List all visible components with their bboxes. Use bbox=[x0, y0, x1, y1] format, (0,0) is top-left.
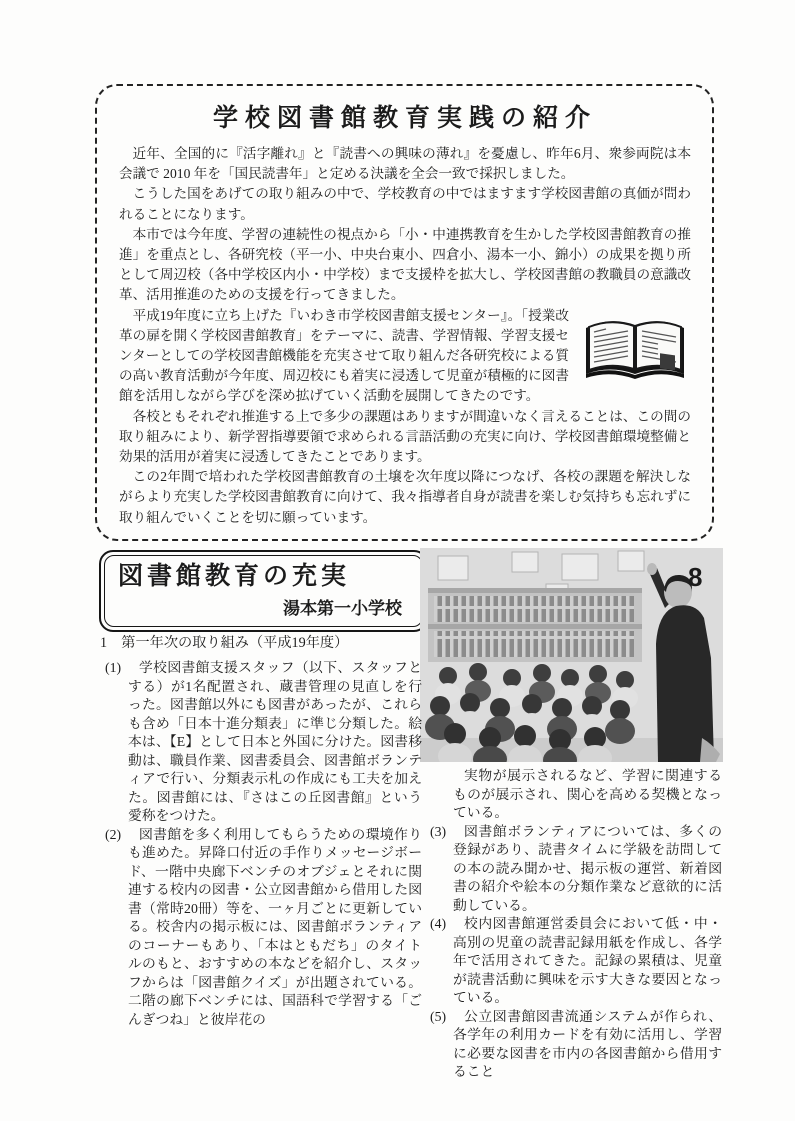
list-item bbox=[100, 659, 422, 826]
item-text: 図書館を多く利用してもらうための環境作りも進めた。昇降口付近の手作りメッセージボード、一階中央廊下ベンチのオブジェとそれに関連する校内の図書・公立図書館から借用した図書（常時20冊）等を、一ヶ月ごとに更新している。校舎内の掲示板には、図書館ボランティアのコーナーもあり、「本はともだち」のタイトルのもと、おすすめの本などを紹介し、スタッフからは「図書館クイズ」が出題されている。二階の廊下ベンチには、国語科で学習する「ごんぎつね」と彼岸花の bbox=[128, 826, 422, 1027]
intro-paragraph: 本市では今年度、学習の連続性の視点から「小・中連携教育を生かした学校図書館教育の推進」を重点とし、各研究校（平一小、中央台東小、四倉小、湯本一小、錦小）の成果を拠り所として周辺校（各中学校区内小・中学校）まで支援枠を拡大し、学校図書館の教職員の意識改革、活用推進のための支援を行ってきました。 bbox=[119, 226, 691, 303]
item-text: 図書館ボランティアについては、多くの登録があり、読書タイムに学級を訪問しての本の読み聞かせ、掲示板の運営、新着図書の紹介や絵本の分類作業など意欲的に活動している。 bbox=[453, 823, 722, 913]
item-text: 実物が展示されるなど、学習に関連するものが展示され、関心を高める契機となっている。 bbox=[453, 768, 722, 820]
intro-paragraph: 近年、全国的に『活字離れ』と『読書への興味の薄れ』を憂慮し、昨年6月、衆参両院は本会議で 2010 年を「国民読書年」と定める決議を全会一致で採択しました。 bbox=[119, 146, 691, 182]
item-text: 公立図書館図書流通システムが作られ、各学年の利用カードを有効に活用し、学習に必要な図書を市内の各図書館から借用すること bbox=[453, 1008, 722, 1079]
intro-paragraph: 平成19年度に立ち上げた『いわき市学校図書館支援センター』。「授業改革の扉を開く学校図書館教育」をテーマに、読書、学習情報、学習支援センターとしての学校図書館機能を充実させて取り組んだ各研究校による質の高い教育活動が今年度、周辺校にも着実に浸透して児童が積極的に図書館を活用しながら学びを深め拡げていく活動を展開してきたのです。 bbox=[119, 307, 569, 404]
section-header-box bbox=[99, 550, 428, 632]
item-text: 学校図書館支援スタッフ（以下、スタッフとする）が1名配置され、蔵書管理の見直しを行った。図書館以外にも図書があったが、これらも含め「日本十進分類表」に準じ分類した。絵本は、【E】として日本と外国に分けた。図書移動は、職員作業、図書委員会、図書館ボランティアで行い、分類表示札の作成にも工夫を加えた。図書館には、『さはこの丘図書館』という愛称をつけた。 bbox=[128, 660, 422, 823]
intro-paragraph-with-book bbox=[119, 306, 691, 407]
school-name: 湯本第一小学校 bbox=[283, 599, 402, 618]
item-number: (2) bbox=[105, 826, 122, 842]
body-right-column bbox=[425, 767, 722, 1082]
intro-box bbox=[95, 84, 714, 541]
list-item bbox=[425, 915, 722, 1008]
list-item bbox=[425, 1008, 722, 1082]
item-number: (4) bbox=[430, 916, 447, 931]
section-title: 図書館教育の充実 bbox=[118, 562, 351, 590]
photo-number-label: 8 bbox=[688, 562, 703, 592]
intro-paragraph: こうした国をあげての取り組みの中で、学校教育の中ではますます学校図書館の真価が問われることになります。 bbox=[119, 186, 691, 222]
classroom-photo bbox=[420, 548, 723, 762]
item-number: (3) bbox=[430, 823, 447, 839]
item-number: (5) bbox=[430, 1008, 447, 1024]
page-title: 学校図書館教育実践の紹介 bbox=[212, 104, 597, 132]
body-left-column bbox=[100, 659, 422, 1029]
body-heading: 1 第一年次の取り組み（平成19年度） bbox=[100, 635, 349, 651]
intro-paragraph: この2年間で培われた学校図書館教育の土壌を次年度以降につなげ、各校の課題を解決しながらより充実した学校図書館教育に向けて、我々指導者自身が読書を楽しむ気持ちも忘れずに取り組んでいくことを切に願っています。 bbox=[119, 469, 691, 525]
intro-paragraph: 各校ともそれぞれ推進する上で多少の課題はありますが間違いなく言えることは、この間の取り組みにより、新学習指導要領で求められる言語活動の充実に向け、学校図書館環境整備と効果的活用が着実に浸透してきたことであります。 bbox=[119, 408, 691, 465]
open-book-icon bbox=[579, 312, 691, 388]
list-item bbox=[425, 823, 722, 916]
item-text: 校内図書館運営委員会において低・中・高別の児童の読書記録用紙を作成し、各学年で活用されてきた。記録の累積は、児童が読書活動に興味を示す大きな要因となっている。 bbox=[453, 916, 722, 1005]
list-item bbox=[425, 767, 722, 823]
item-number: (1) bbox=[105, 660, 122, 675]
list-item bbox=[100, 826, 422, 1030]
section-header-inner bbox=[104, 555, 423, 627]
